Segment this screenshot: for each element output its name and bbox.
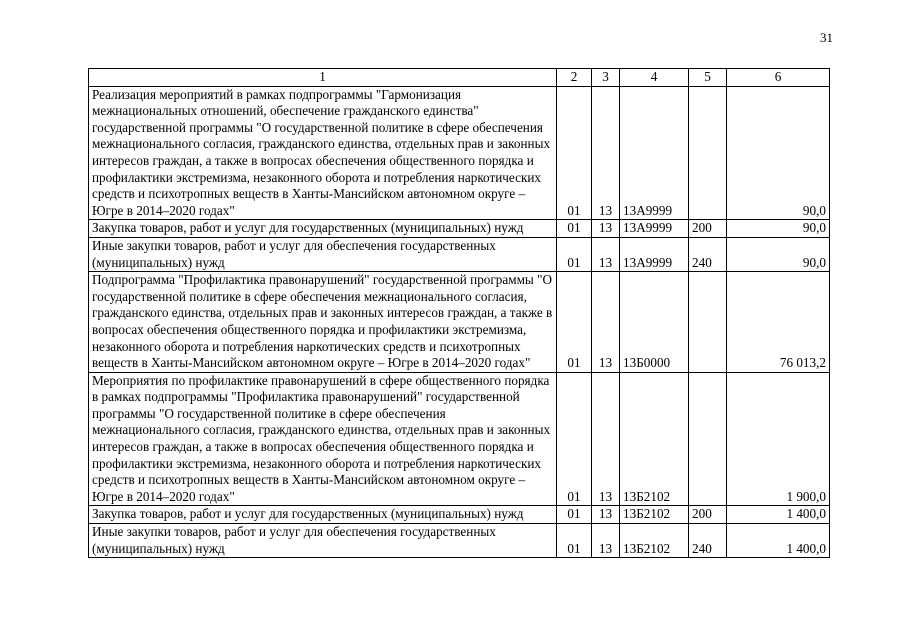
row-amount: 1 900,0 [727,372,830,506]
header-col-2: 2 [557,69,592,87]
header-col-1: 1 [89,69,557,87]
row-amount: 90,0 [727,86,830,220]
row-expense-type: 200 [689,506,727,524]
row-subsection: 13 [592,506,620,524]
row-subsection: 13 [592,372,620,506]
row-name: Иные закупки товаров, работ и услуг для обеспечения государственных (муниципальных) нужд [89,237,557,271]
row-section: 01 [557,524,592,558]
table-row [89,237,830,271]
row-target-code: 13Б0000 [620,272,689,373]
row-amount: 90,0 [727,220,830,238]
table-row [89,272,830,373]
row-section: 01 [557,506,592,524]
row-target-code: 13Б2102 [620,524,689,558]
row-amount: 1 400,0 [727,524,830,558]
header-col-4: 4 [620,69,689,87]
table-header-row [89,69,830,87]
row-amount: 1 400,0 [727,506,830,524]
row-name: Закупка товаров, работ и услуг для государственных (муниципальных) нужд [89,220,557,238]
header-col-6: 6 [727,69,830,87]
row-subsection: 13 [592,272,620,373]
row-subsection: 13 [592,220,620,238]
row-section: 01 [557,272,592,373]
budget-table [88,68,830,558]
row-name: Подпрограмма "Профилактика правонарушений" государственной программы "О государственной политике в сфере обеспечения межнационального согласия, гражданского единства, отдельных прав и законных интересов граждан, а также в вопросах обеспечения общественного порядка и профилактики экстремизма, незаконного оборота и потребления наркотических средств и психотропных веществ в Ханты-Мансийском автономном округе – Югре в 2014–2020 годах" [89,272,557,373]
row-subsection: 13 [592,524,620,558]
row-expense-type: 200 [689,220,727,238]
page-number: 31 [820,30,833,45]
row-section: 01 [557,237,592,271]
row-expense-type [689,272,727,373]
row-name: Закупка товаров, работ и услуг для государственных (муниципальных) нужд [89,506,557,524]
row-name: Реализация мероприятий в рамках подпрограммы "Гармонизация межнациональных отношений, обеспечение гражданского единства" государственной программы "О государственной политике в сфере обеспечения межнационального согласия, гражданского единства, отдельных прав и законных интересов граждан, а также в вопросах обеспечения общественного порядка и профилактики экстремизма, незаконного оборота и потребления наркотических средств и психотропных веществ в Ханты-Мансийском автономном округе – Югре в 2014–2020 годах" [89,86,557,220]
row-expense-type: 240 [689,237,727,271]
row-target-code: 13Б2102 [620,372,689,506]
row-expense-type: 240 [689,524,727,558]
header-col-5: 5 [689,69,727,87]
row-target-code: 13Б2102 [620,506,689,524]
row-section: 01 [557,220,592,238]
row-target-code: 13А9999 [620,237,689,271]
table-row [89,372,830,506]
row-expense-type [689,86,727,220]
row-section: 01 [557,86,592,220]
row-amount: 90,0 [727,237,830,271]
row-target-code: 13А9999 [620,86,689,220]
row-target-code: 13А9999 [620,220,689,238]
table-row [89,86,830,220]
row-expense-type [689,372,727,506]
row-name: Иные закупки товаров, работ и услуг для обеспечения государственных (муниципальных) нужд [89,524,557,558]
row-name: Мероприятия по профилактике правонарушений в сфере общественного порядка в рамках подпрограммы "Профилактика правонарушений" государственной программы "О государственной политике в сфере обеспечения межнационального согласия, гражданского единства, отдельных прав и законных интересов граждан, а также в вопросах обеспечения общественного порядка и профилактики экстремизма, незаконного оборота и потребления наркотических средств и психотропных веществ в Ханты-Мансийском автономном округе – Югре в 2014–2020 годах" [89,372,557,506]
header-col-3: 3 [592,69,620,87]
row-amount: 76 013,2 [727,272,830,373]
table-row [89,506,830,524]
table-row [89,220,830,238]
table-row [89,524,830,558]
row-subsection: 13 [592,86,620,220]
row-section: 01 [557,372,592,506]
row-subsection: 13 [592,237,620,271]
